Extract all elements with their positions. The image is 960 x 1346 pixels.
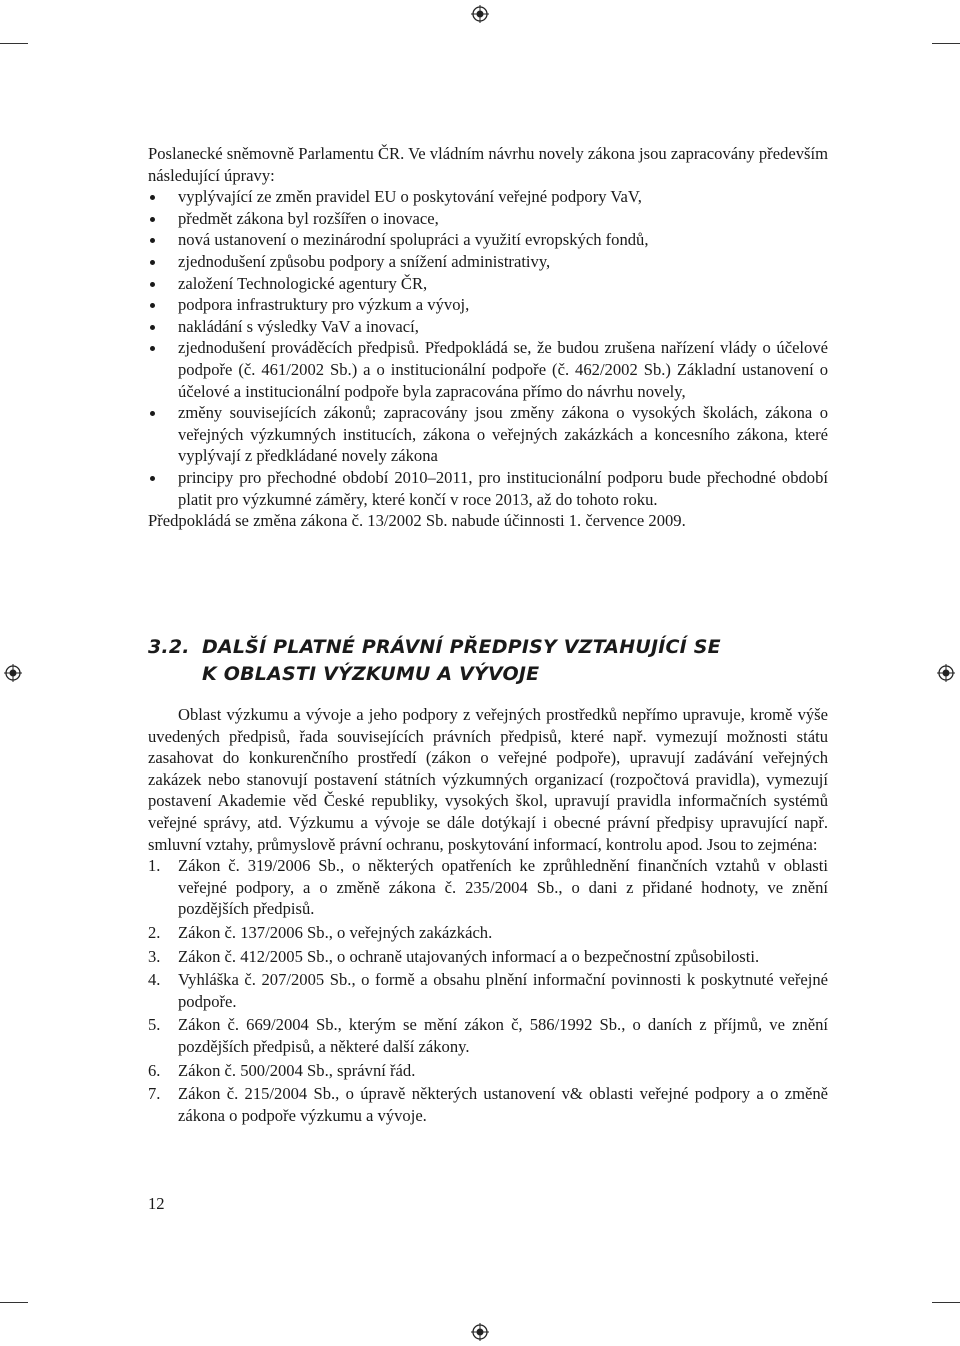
- crop-mark-bottom-right: [932, 1302, 960, 1303]
- registration-mark-left-icon: [4, 664, 22, 682]
- item-number: 7.: [148, 1084, 161, 1104]
- item-text: Vyhláška č. 207/2005 Sb., o formě a obsahu plnění informační povinnosti k poskytnuté veřejné podpoře.: [178, 970, 828, 1011]
- list-item: vyplývající ze změn pravidel EU o poskytování veřejné podpory VaV,: [148, 186, 828, 208]
- list-item: nová ustanovení o mezinárodní spolupráci a využití evropských fondů,: [148, 229, 828, 251]
- list-item: principy pro přechodné období 2010–2011, pro institucionální podporu bude přechodné období platit pro výzkumné záměry, které končí v roce 2013, až do tohoto roku.: [148, 467, 828, 510]
- crop-mark-bottom-left: [0, 1302, 28, 1303]
- crop-mark-top-right: [932, 43, 960, 44]
- section-title-line1: DALŠÍ PLATNÉ PRÁVNÍ PŘEDPISY VZTAHUJÍCÍ SE: [202, 636, 721, 658]
- section-title-line2: K OBLASTI VÝZKUMU A VÝVOJE: [202, 663, 540, 685]
- list-item: zjednodušení způsobu podpory a snížení administrativy,: [148, 251, 828, 273]
- item-number: 2.: [148, 922, 161, 942]
- intro-block: [148, 143, 828, 532]
- list-item: [148, 946, 828, 968]
- list-item: předmět zákona byl rozšířen o inovace,: [148, 208, 828, 230]
- item-number: 4.: [148, 970, 161, 990]
- list-item: založení Technologické agentury ČR,: [148, 273, 828, 295]
- registration-mark-right-icon: [937, 664, 955, 682]
- laws-list: [148, 855, 828, 1126]
- item-text: Zákon č. 500/2004 Sb., správní řád.: [178, 1060, 416, 1080]
- registration-mark-bottom-icon: [471, 1323, 489, 1341]
- section-number: 3.2.: [148, 636, 190, 658]
- list-item: [148, 1083, 828, 1126]
- list-item: [148, 969, 828, 1012]
- page-number: 12: [148, 1194, 165, 1213]
- list-item: změny souvisejících zákonů; zapracovány jsou změny zákona o vysokých školách, zákona o veřejných výzkumných institucích, zákona o veřejných zakázkách a koncesního zákona, které vyplývají z předkládané novely zákona: [148, 402, 828, 467]
- list-item: nakládání s výsledky VaV a inovací,: [148, 316, 828, 338]
- section-heading: [148, 634, 848, 688]
- item-text: Zákon č. 319/2006 Sb., o některých opatřeních ke zprůhlednění finančních vztahů v oblasti veřejné podpory, a o změně zákona č. 235/2004 Sb., o dani z přidané hodnoty, ve znění pozdějších předpisů.: [178, 856, 828, 919]
- item-text: Zákon č. 412/2005 Sb., o ochraně utajovaných informací a o bezpečnostní způsobilosti.: [178, 946, 760, 966]
- item-number: 1.: [148, 856, 161, 876]
- item-text: Zákon č. 669/2004 Sb., kterým se mění zákon č, 586/1992 Sb., o daních z příjmů, ve znění pozdějších předpisů, a některé další zákony.: [178, 1015, 828, 1056]
- intro-paragraph: Poslanecké sněmovně Parlamentu ČR. Ve vládním návrhu novely zákona jsou zapracovány především následující úpravy:: [148, 144, 828, 185]
- section-body: [148, 704, 828, 1126]
- section-paragraph: Oblast výzkumu a vývoje a jeho podpory z veřejných prostředků nepřímo upravuje, kromě výše uvedených předpisů, řada souvisejících právních předpisů, které např. vymezují možnosti státu zasahovat do konkurenčního prostředí (zákon o veřejné podpoře), upravují zadávání veřejných zakázek nebo stanovují postavení státních výzkumných organizací (rozpočtová pravidla), vymezují postavení Akademie věd České republiky, vysokých škol, upravují pravidla informačních systémů veřejné správy, atd. Výzkumu a vývoje se dále dotýkají i obecné právní předpisy upravující např. smluvní vztahy, průmyslově právní ochranu, poskytování informací, kontrolu apod. Jsou to zejména:: [148, 705, 828, 854]
- item-number: 6.: [148, 1060, 161, 1080]
- list-item: podpora infrastruktury pro výzkum a vývoj,: [148, 294, 828, 316]
- closing-sentence: Předpokládá se změna zákona č. 13/2002 Sb. nabude účinnosti 1. července 2009.: [148, 511, 686, 531]
- item-number: 5.: [148, 1015, 161, 1035]
- list-item: [148, 1060, 828, 1082]
- amendments-list: [148, 186, 828, 510]
- item-text: Zákon č. 137/2006 Sb., o veřejných zakázkách.: [178, 922, 493, 942]
- registration-mark-top-icon: [471, 5, 489, 23]
- item-text: Zákon č. 215/2004 Sb., o úpravě některých ustanovení v& oblasti veřejné podpory a o změně zákona o podpoře výzkumu a vývoje.: [178, 1084, 828, 1125]
- list-item: [148, 922, 828, 944]
- list-item: zjednodušení prováděcích předpisů. Předpokládá se, že budou zrušena nařízení vlády o účelové podpoře (č. 461/2002 Sb.) a o institucionální podpoře (č. 462/2002 Sb.) Základní ustanovení o účelové a institucionální podpoře byla zapracována přímo do návrhu novely,: [148, 337, 828, 402]
- crop-mark-top-left: [0, 43, 28, 44]
- item-number: 3.: [148, 946, 161, 966]
- list-item: [148, 855, 828, 920]
- list-item: [148, 1014, 828, 1057]
